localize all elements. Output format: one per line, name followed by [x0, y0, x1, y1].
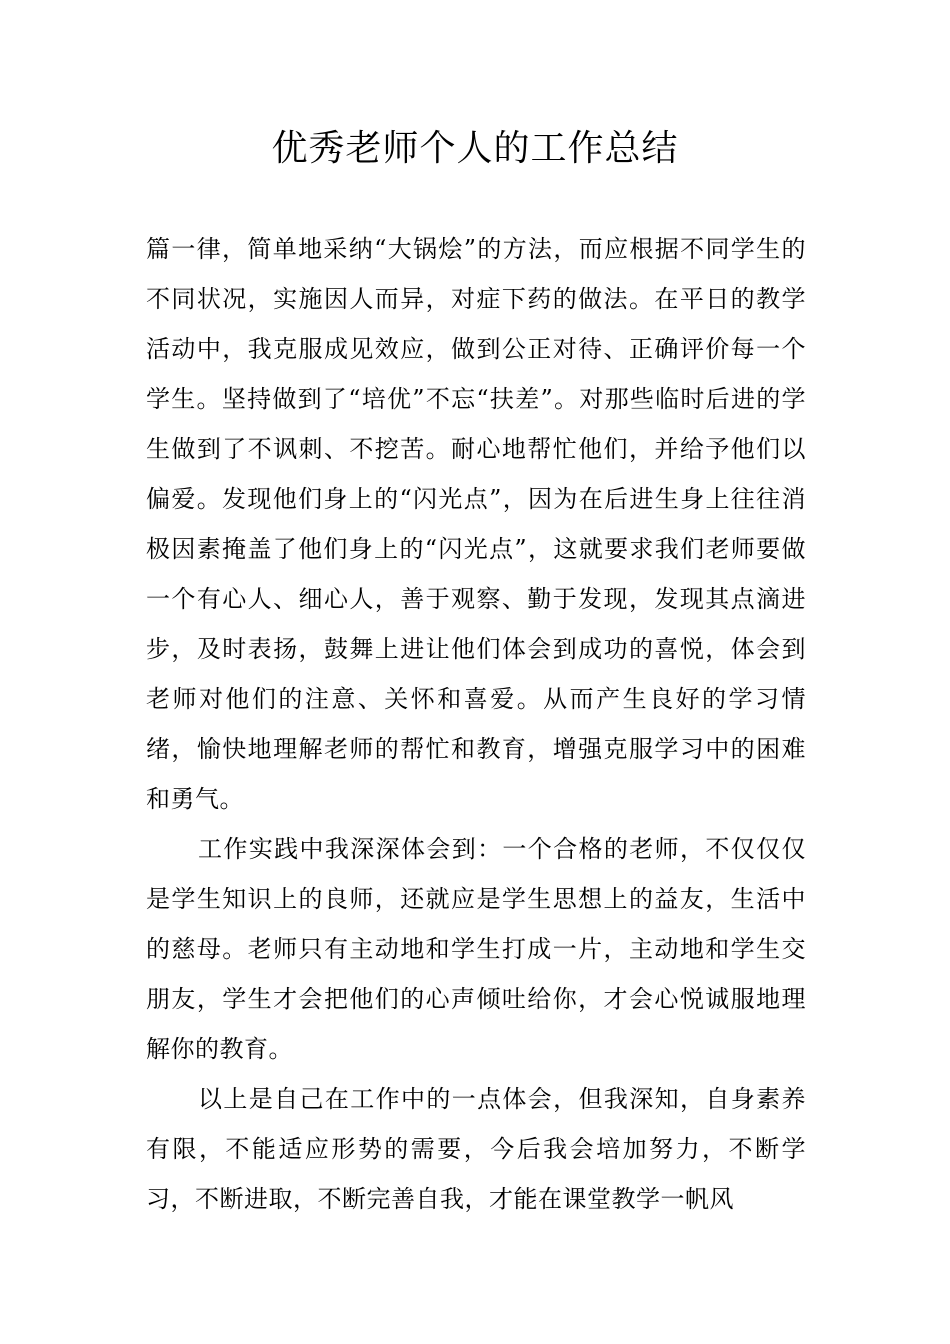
- paragraph-2: 工作实践中我深深体会到：一个合格的老师，不仅仅仅是学生知识上的良师，还就应是学生思想上的益友，生活中的慈母。老师只有主动地和学生打成一片，主动地和学生交朋友，学生才会把他们的心声倾吐给你，才会心悦诚服地理解你的教育。: [146, 835, 806, 1063]
- page-title: 优秀老师个人的工作总结: [271, 128, 679, 169]
- document-body: [146, 224, 806, 1224]
- paragraph-3: 以上是自己在工作中的一点体会，但我深知，自身素养有限，不能适应形势的需要，今后我会培加努力，不断学习，不断进取，不断完善自我，才能在课堂教学一帆风: [146, 1085, 806, 1213]
- paragraph-1: 篇一律，简单地采纳“大锅烩”的方法，而应根据不同学生的不同状况，实施因人而异，对症下药的做法。在平日的教学活动中，我克服成见效应，做到公正对待、正确评价每一个学生。坚持做到了“培优”不忘“扶差”。对那些临时后进的学生做到了不讽刺、不挖苦。耐心地帮忙他们，并给予他们以偏爱。发现他们身上的“闪光点”，因为在后进生身上往往消极因素掩盖了他们身上的“闪光点”，这就要求我们老师要做一个有心人、细心人，善于观察、勤于发现，发现其点滴进步，及时表扬，鼓舞上进让他们体会到成功的喜悦，体会到老师对他们的注意、关怀和喜爱。从而产生良好的学习情绪，愉快地理解老师的帮忙和教育，增强克服学习中的困难和勇气。: [146, 235, 806, 813]
